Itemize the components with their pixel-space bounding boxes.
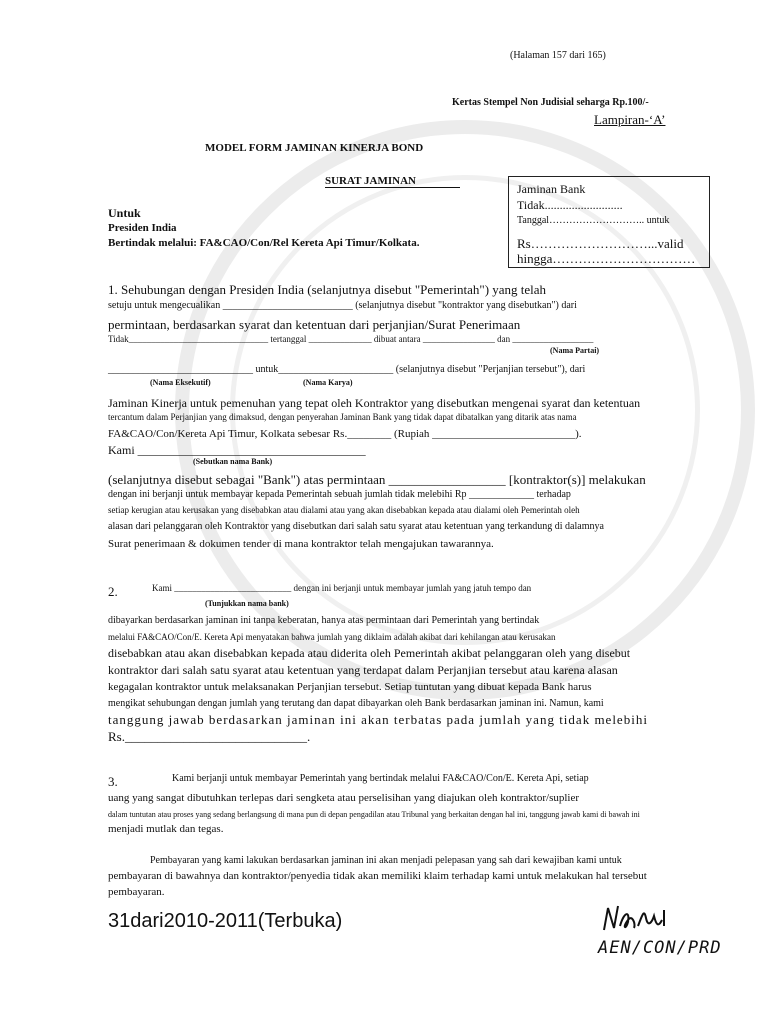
document-title: MODEL FORM JAMINAN KINERJA BOND bbox=[205, 142, 424, 154]
para2-line8: tanggung jawab berdasarkan jaminan ini akan terbatas pada jumlah yang tidak melebihi bbox=[108, 712, 648, 727]
para2-line5: kontraktor dari salah satu syarat atau ketentuan yang terdapat dalam Perjanjian tersebut atau karena alasan bbox=[108, 663, 618, 677]
para1-line5: _____________________________ untuk_______________________ (selanjutnya disebut "Perjanjian tersebut"), dari bbox=[108, 364, 586, 375]
para1-line3: permintaan, berdasarkan syarat dan ketentuan dari perjanjian/Surat Penerimaan bbox=[108, 317, 521, 332]
para2-line4: disebabkan atau akan disebabkan kepada atau diderita oleh Pemerintah akibat pelanggaran oleh yang disebut bbox=[108, 646, 631, 660]
box-line-valid-until: hingga…………………………… bbox=[517, 251, 696, 266]
para1-line14: Surat penerimaan & dokumen tender di mana kontraktor telah mengajukan tawarannya. bbox=[108, 538, 494, 550]
para1-line6: Jaminan Kinerja untuk pemenuhan yang tepat oleh Kontraktor yang disebutkan mengenai syarat dan ketentuan bbox=[108, 396, 641, 410]
addressee-president: Presiden India bbox=[108, 222, 177, 234]
para1-line12: setiap kerugian atau kerusakan yang disebabkan atau dialami atau yang akan disebabkan kepada atau dialami oleh Pemerintah oleh bbox=[108, 505, 580, 515]
para3-number: 3. bbox=[108, 774, 118, 789]
signature bbox=[598, 898, 722, 973]
signature-department-text: AEN/CON/PRD bbox=[598, 938, 722, 958]
box-line-amount: Rs………………………...valid bbox=[517, 236, 684, 251]
para2-line2: dibayarkan berdasarkan jaminan ini tanpa keberatan, hanya atas permintaan dari Pemerintah yang bertindak bbox=[108, 615, 540, 626]
para4-line3: pembayaran. bbox=[108, 886, 165, 898]
document-subtitle: SURAT JAMINAN bbox=[325, 175, 460, 188]
para3-line4: menjadi mutlak dan tegas. bbox=[108, 823, 224, 835]
para2-bank-caption: (Tunjukkan nama bank) bbox=[205, 599, 289, 608]
para1-bank-caption: (Sebutkan nama Bank) bbox=[193, 457, 273, 466]
para1-line8: FA&CAO/Con/Kereta Api Timur, Kolkata sebesar Rs.________ (Rupiah __________________________). bbox=[108, 428, 582, 440]
para1-executive-caption: (Nama Eksekutif) bbox=[150, 378, 211, 387]
para1-party-name-caption: (Nama Partai) bbox=[550, 346, 600, 355]
box-line-number: Tidak.......................... bbox=[517, 198, 623, 212]
para1-line10: (selanjutnya disebut sebagai "Bank") atas permintaan __________________ [kontraktor(s)] melakukan bbox=[108, 472, 646, 487]
addressee-acting-via: Bertindak melalui: FA&CAO/Con/Rel Kereta Api Timur/Kolkata. bbox=[108, 237, 420, 249]
guarantee-info-box bbox=[508, 176, 710, 268]
para1-line13: alasan dari pelanggaran oleh Kontraktor yang disebutkan dari salah satu syarat atau ketentuan yang terkandung di dalamnya bbox=[108, 521, 604, 532]
para2-number: 2. bbox=[108, 584, 118, 599]
para1-line2: setuju untuk mengecualikan __________________________ (selanjutnya disebut "kontraktor yang disebutkan") dari bbox=[108, 300, 577, 311]
para1-work-caption: (Nama Karya) bbox=[303, 378, 353, 387]
para4-line2: pembayaran di bawahnya dan kontraktor/penyedia tidak akan memiliki klaim terhadap kami untuk melakukan hal tersebut bbox=[108, 870, 647, 882]
para1-line11: dengan ini berjanji untuk membayar kepada Pemerintah sebuah jumlah tidak melebihi Rp _____________ terhadap bbox=[108, 489, 571, 500]
page-reference: (Halaman 157 dari 165) bbox=[510, 50, 606, 61]
box-line-date: Tanggal……………………….. untuk bbox=[517, 215, 670, 226]
para1-line7: tercantum dalam Perjanjian yang dimaksud, dengan penyerahan Jaminan Bank yang tidak dapat dibatalkan yang ditarik atas nama bbox=[108, 412, 577, 422]
para2-line9: Rs.____________________________. bbox=[108, 729, 311, 744]
stamp-paper-note: Kertas Stempel Non Judisial seharga Rp.100/- bbox=[452, 97, 649, 108]
box-line-bank-guarantee: Jaminan Bank bbox=[517, 182, 586, 196]
para1-line4: Tidak_______________________________ tertanggal ______________ dibuat antara ________________ dan __________________ bbox=[108, 334, 594, 344]
footer-document-code: 31dari2010-2011(Terbuka) bbox=[108, 910, 343, 932]
appendix-label: Lampiran-‘A’ bbox=[594, 112, 666, 127]
para2-line1: Kami __________________________ dengan ini berjanji untuk membayar jumlah yang jatuh tempo dan bbox=[152, 583, 532, 593]
para1-line1: 1. Sehubungan dengan Presiden India (selanjutnya disebut "Pemerintah") yang telah bbox=[108, 282, 547, 297]
para1-line9: Kami ______________________________________ bbox=[108, 443, 366, 457]
para2-line3: melalui FA&CAO/Con/E. Kereta Api menyatakan bahwa jumlah yang diklaim adalah akibat dari kehilangan atau kerusakan bbox=[108, 632, 556, 642]
addressee-to: Untuk bbox=[108, 206, 141, 220]
para3-line3: dalam tuntutan atau proses yang sedang berlangsung di mana pun di depan pengadilan atau Tribunal yang berkaitan dengan hal ini, tanggung jawab kami di bawah ini bbox=[108, 810, 640, 819]
para3-line2: uang yang sangat dibutuhkan terlepas dari sengketa atau perselisihan yang diajukan oleh kontraktor/suplier bbox=[108, 792, 580, 804]
para2-line7: mengikat sehubungan dengan jumlah yang terutang dan dapat dibayarkan oleh Bank berdasarkan jaminan ini. Namun, kami bbox=[108, 698, 604, 709]
para2-line6: kegagalan kontraktor untuk melaksanakan Perjanjian tersebut. Setiap tuntutan yang dibuat kepada Bank harus bbox=[108, 681, 592, 693]
para3-line1: Kami berjanji untuk membayar Pemerintah yang bertindak melalui FA&CAO/Con/E. Kereta Api, setiap bbox=[172, 773, 589, 784]
para4-line1: Pembayaran yang kami lakukan berdasarkan jaminan ini akan menjadi pelepasan yang sah dari kewajiban kami untuk bbox=[150, 855, 622, 866]
